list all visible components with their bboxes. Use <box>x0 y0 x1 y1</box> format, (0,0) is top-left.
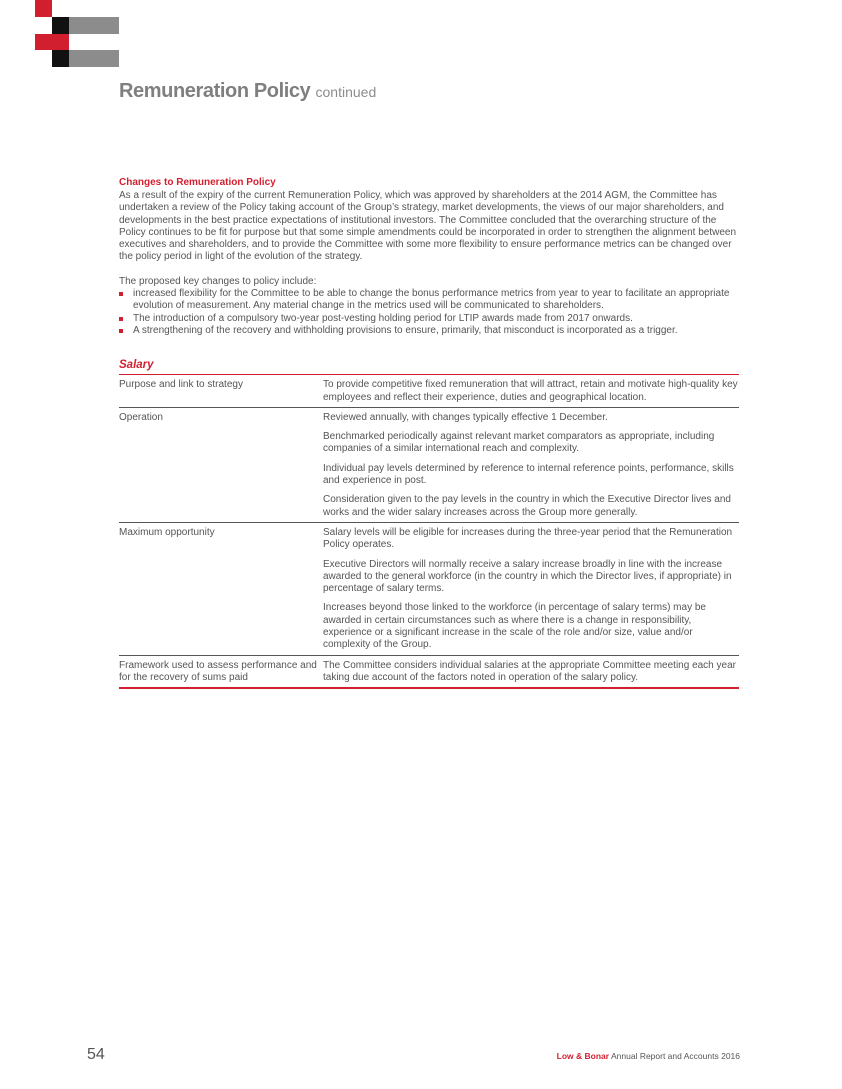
footer-brand: Low & Bonar <box>556 1051 610 1061</box>
page-title <box>119 80 376 103</box>
logo-red-bar-bottom <box>35 34 69 50</box>
row-description <box>323 375 739 407</box>
logo-red-bar-top <box>35 0 52 17</box>
description-paragraph: Benchmarked periodically against relevant market comparators as appropriate, including companies of a similar international reach and complexity. <box>323 431 715 455</box>
changes-intro: The proposed key changes to policy include: <box>119 275 317 287</box>
bullet-square-icon <box>119 292 123 296</box>
spacer <box>119 264 739 276</box>
footer-publication-title: Annual Report and Accounts 2016 <box>610 1051 740 1061</box>
table-row <box>119 655 739 688</box>
page-title-suffix: continued <box>315 84 377 100</box>
bullet-item <box>119 325 739 337</box>
bullet-item <box>119 288 739 313</box>
row-description <box>323 522 739 655</box>
page-title-main: Remuneration Policy <box>119 80 311 102</box>
description-paragraph: Consideration given to the pay levels in the country in which the Executive Director lives and works and the wider salary increases across the Group more generally. <box>323 494 731 518</box>
table-row <box>119 375 739 407</box>
bullet-square-icon <box>119 317 123 321</box>
description-paragraph: Salary levels will be eligible for increases during the three-year period that the Remuneration Policy operates. <box>323 526 733 551</box>
description-paragraph: Increases beyond those linked to the workforce (in percentage of salary terms) may be awarded in certain circumstances such as where there is a change in responsibility, experience or a significant increase in the scale of the role and/or size, value and/or complexity of the Group. <box>323 602 706 651</box>
page-number: 54 <box>87 1046 105 1063</box>
description-paragraph: Executive Directors will normally receive a salary increase broadly in line with the increase awarded to the general workforce (in the country in which the Director lives, if appropriate) in percentage of salary terms. <box>323 558 732 595</box>
changes-heading: Changes to Remuneration Policy <box>119 177 276 188</box>
changes-bullet-list <box>119 288 739 337</box>
row-description <box>323 655 739 688</box>
bullet-text: increased flexibility for the Committee to be able to change the bonus performance metrics from year to year to facilitate an appropriate evolution of measurement. Any material change in the metrics used will be communicated to shareholders. <box>133 288 730 312</box>
changes-paragraph: As a result of the expiry of the current Remuneration Policy, which was approved by shareholders at the 2014 AGM, the Committee has undertaken a review of the Policy taking account of the Group’s strategy, market developments, the views of our major shareholders, and developments in the best practice expectations of institutional investors. The Committee concluded that the overarching structure of the Policy continues to be fit for purpose but that some simple amendments could be incorporated in order to strengthen the alignment between executives and shareholders, and to provide the Committee with some more flexibility to ensure performance metrics can be changed over the policy period in light of the evolution of the strategy. <box>119 190 737 263</box>
footer-publication <box>557 1051 740 1061</box>
main-content <box>119 177 739 689</box>
table-row <box>119 407 739 522</box>
row-label: Maximum opportunity <box>119 526 215 538</box>
description-paragraph: To provide competitive fixed remuneration that will attract, retain and motivate high-quality key employees and reflect their experience, duties and geographical location. <box>323 379 738 403</box>
logo-gray-bar-bottom <box>69 50 119 67</box>
description-paragraph: Reviewed annually, with changes typically effective 1 December. <box>323 411 608 423</box>
bullet-item <box>119 313 739 325</box>
bullet-square-icon <box>119 329 123 333</box>
logo-black-square-bottom <box>52 50 69 67</box>
row-label: Framework used to assess performance and for the recovery of sums paid <box>119 659 317 683</box>
logo-gray-bar-top <box>69 17 119 34</box>
row-label: Operation <box>119 411 163 423</box>
row-label: Purpose and link to strategy <box>119 379 243 391</box>
salary-heading: Salary <box>119 358 739 375</box>
bullet-text: A strengthening of the recovery and withholding provisions to ensure, primarily, that misconduct is incorporated as a trigger. <box>133 324 678 336</box>
salary-policy-table <box>119 375 739 689</box>
row-description <box>323 407 739 522</box>
description-paragraph: The Committee considers individual salaries at the appropriate Committee meeting each year taking due account of the factors noted in operation of the salary policy. <box>323 659 736 683</box>
description-paragraph: Individual pay levels determined by reference to internal reference points, performance, skills and experience in post. <box>323 462 734 487</box>
logo-black-square-top <box>52 17 69 34</box>
bullet-text: The introduction of a compulsory two-year post-vesting holding period for LTIP awards made from 2017 onwards. <box>133 312 633 324</box>
table-row <box>119 522 739 655</box>
